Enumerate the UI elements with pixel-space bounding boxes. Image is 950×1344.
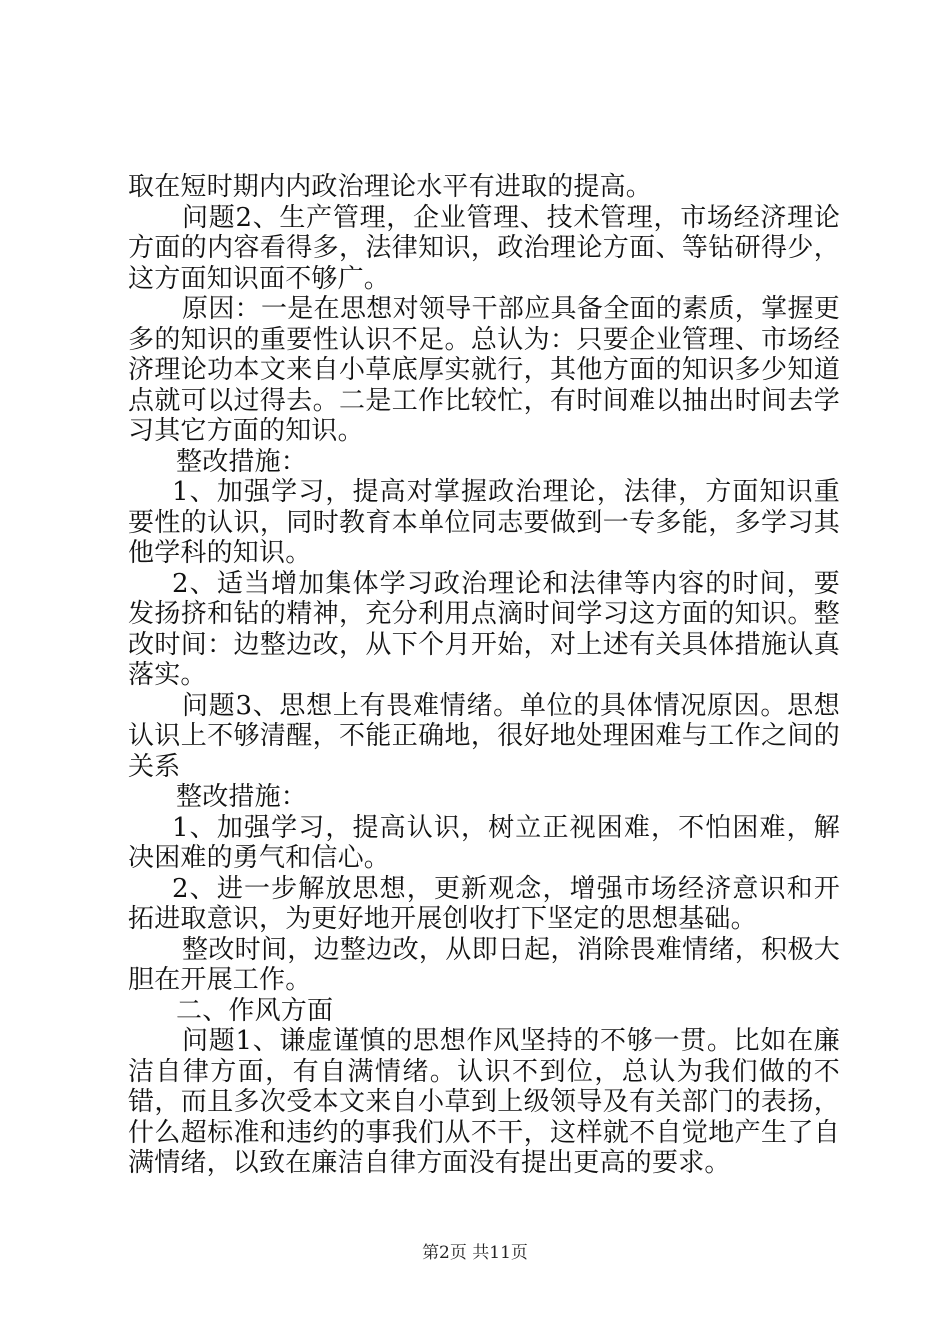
page-footer: 第2页 共11页 [422,1243,528,1263]
paragraph-measure-2: 2、适当增加集体学习政治理论和法律等内容的时间，要发扬挤和钻的精神，充分利用点滴时间学习这方面的知识。整改时间：边整边改，从下个月开始，对上述有关具体措施认真落实。 [128,568,840,690]
paragraph-issue-2: 问题2、生产管理，企业管理、技术管理，市场经济理论方面的内容看得多，法律知识，政治理论方面、等钻研得少，这方面知识面不够广。 [128,202,840,294]
document-body [128,172,840,1179]
paragraph-issue-3: 问题3、思想上有畏难情绪。单位的具体情况原因。思想认识上不够清醒，不能正确地，很好地处理困难与工作之间的关系 [128,690,840,782]
paragraph-issue-1-style: 问题1、谦虚谨慎的思想作风坚持的不够一贯。比如在廉洁自律方面，有自满情绪。认识不到位，总认为我们做的不错，而且多次受本文来自小草到上级领导及有关部门的表扬，什么超标准和违约的事我们从不干，这样就不自觉地产生了自满情绪，以致在廉洁自律方面没有提出更高的要求。 [128,1026,840,1178]
heading-rectification-measures-2: 整改措施： [176,782,308,812]
heading-rectification-measures: 整改措施： [176,446,308,477]
paragraph-continuation: 取在短时期内内政治理论水平有进取的提高。 [128,172,653,202]
section-heading-work-style: 二、作风方面 [176,995,334,1026]
paragraph-measure-2b: 2、进一步解放思想，更新观念，增强市场经济意识和开拓进取意识，为更好地开展创收打下坚定的思想基础。 [128,873,840,934]
paragraph-measure-1: 1、加强学习，提高对掌握政治理论，法律，方面知识重要性的认识，同时教育本单位同志要做到一专多能，多学习其他学科的知识。 [128,477,840,568]
paragraph-measure-1b: 1、加强学习，提高认识，树立正视困难，不怕困难，解决困难的勇气和信心。 [128,812,840,873]
paragraph-rectification-time: 整改时间，边整边改，从即日起，消除畏难情绪，积极大胆在开展工作。 [128,934,840,995]
paragraph-cause: 原因：一是在思想对领导干部应具备全面的素质，掌握更多的知识的重要性认识不足。总认为：只要企业管理、市场经济理论功本文来自小草底厚实就行，其他方面的知识多少知道点就可以过得去。二是工作比较忙，有时间难以抽出时间去学习其它方面的知识。 [128,294,840,446]
